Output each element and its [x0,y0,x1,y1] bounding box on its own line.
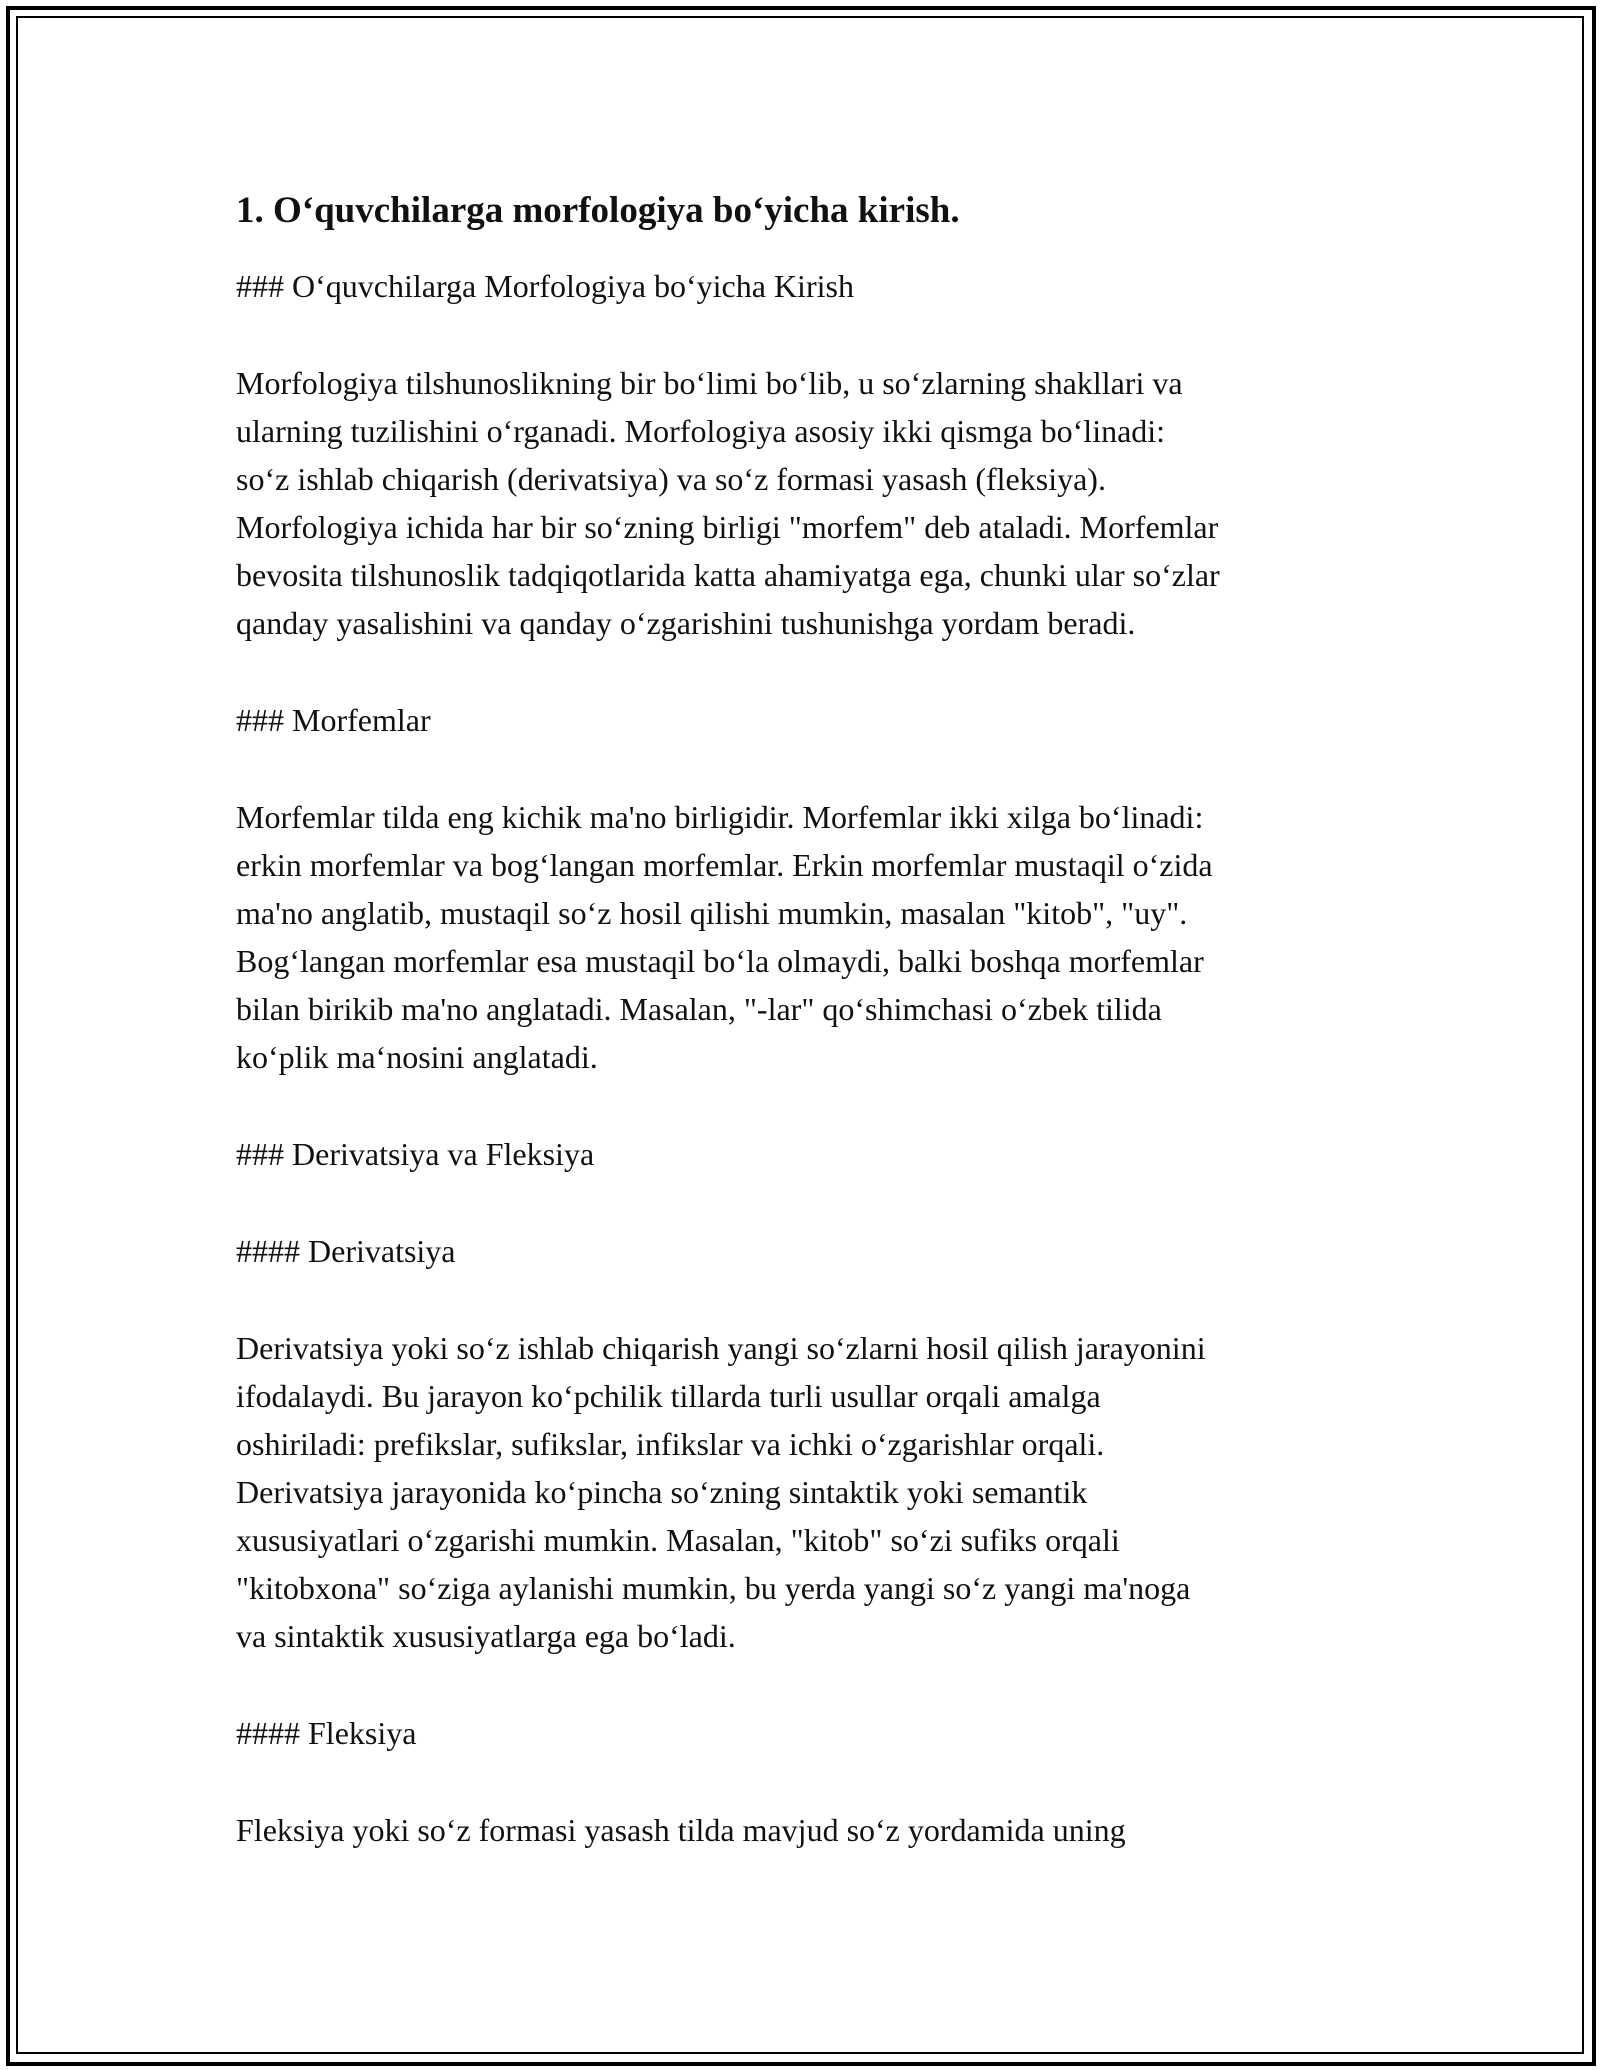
paragraph-line: Morfemlar tilda eng kichik ma'no birligidir. Morfemlar ikki xilga bo‘linadi: [236,799,1204,835]
paragraph-line: qanday yasalishini va qanday o‘zgarishini tushunishga yordam beradi. [236,605,1136,641]
paragraph-line: bilan birikib ma'no anglatadi. Masalan, "-lar" qo‘shimchasi o‘zbek tilida [236,991,1162,1027]
paragraph [236,793,1376,1081]
paragraph [236,359,1376,647]
paragraph-line: Derivatsiya yoki so‘z ishlab chiqarish yangi so‘zlarni hosil qilish jarayonini [236,1330,1206,1366]
paragraph-line: Bog‘langan morfemlar esa mustaqil bo‘la olmaydi, balki boshqa morfemlar [236,943,1204,979]
paragraph-line: so‘z ishlab chiqarish (derivatsiya) va so‘z formasi yasash (fleksiya). [236,461,1106,497]
paragraph-line: bevosita tilshunoslik tadqiqotlarida katta ahamiyatga ega, chunki ular so‘zlar [236,557,1220,593]
heading-text: #### Fleksiya [236,1715,417,1751]
paragraph-line: xususiyatlari o‘zgarishi mumkin. Masalan, "kitob" so‘zi sufiks orqali [236,1522,1120,1558]
heading-text: ### Derivatsiya va Fleksiya [236,1136,595,1172]
document-body [236,186,1376,1903]
section-heading [236,1130,1376,1178]
paragraph-line: Morfologiya ichida har bir so‘zning birligi "morfem" deb ataladi. Morfemlar [236,509,1219,545]
paragraph-line: "kitobxona" so‘ziga aylanishi mumkin, bu yerda yangi so‘z yangi ma'noga [236,1570,1191,1606]
section-heading [236,1227,1376,1275]
heading-text: ### Morfemlar [236,702,431,738]
paragraph-line: oshiriladi: prefikslar, sufikslar, infikslar va ichki o‘zgarishlar orqali. [236,1426,1105,1462]
section-heading [236,1709,1376,1757]
document-blocks [236,262,1376,1854]
paragraph-line: Derivatsiya jarayonida ko‘pincha so‘zning sintaktik yoki semantik [236,1474,1088,1510]
paragraph [236,1324,1376,1660]
paragraph-line: va sintaktik xususiyatlarga ega bo‘ladi. [236,1618,736,1654]
paragraph-line: ifodalaydi. Bu jarayon ko‘pchilik tillarda turli usullar orqali amalga [236,1378,1101,1414]
heading-text: ### O‘quvchilarga Morfologiya bo‘yicha Kirish [236,268,854,304]
paragraph-line: ma'no anglatib, mustaqil so‘z hosil qilishi mumkin, masalan "kitob", "uy". [236,895,1188,931]
document-title: 1. O‘quvchilarga morfologiya bo‘yicha kirish. [236,190,960,231]
paragraph-line: Morfologiya tilshunoslikning bir bo‘limi bo‘lib, u so‘zlarning shakllari va [236,365,1183,401]
paragraph-line: erkin morfemlar va bog‘langan morfemlar. Erkin morfemlar mustaqil o‘zida [236,847,1213,883]
heading-text: #### Derivatsiya [236,1233,456,1269]
paragraph [236,1806,1376,1854]
section-heading [236,696,1376,744]
paragraph-line: ko‘plik ma‘nosini anglatadi. [236,1039,598,1075]
paragraph-line: Fleksiya yoki so‘z formasi yasash tilda mavjud so‘z yordamida uning [236,1812,1126,1848]
section-heading [236,262,1376,310]
paragraph-line: ularning tuzilishini o‘rganadi. Morfologiya asosiy ikki qismga bo‘linadi: [236,413,1166,449]
